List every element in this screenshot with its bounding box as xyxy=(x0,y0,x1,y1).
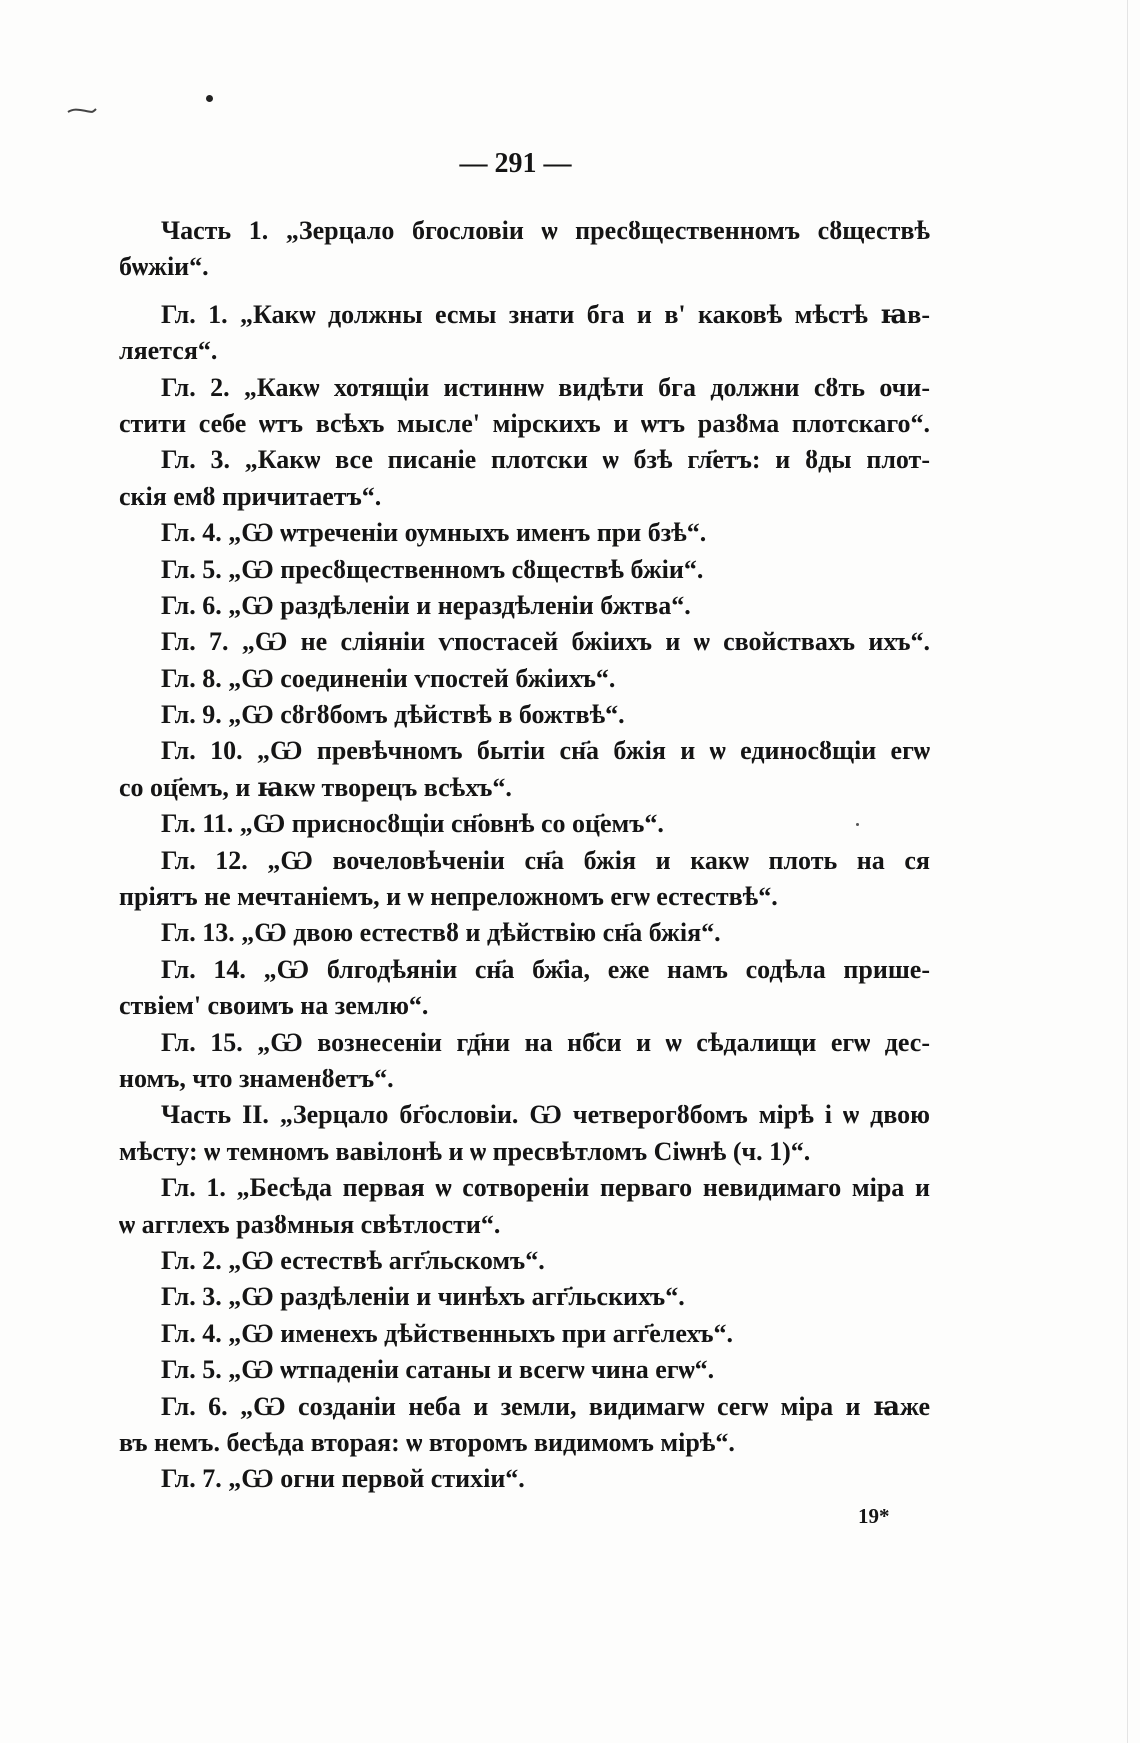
scan-speck xyxy=(206,95,213,102)
chapter-entry xyxy=(119,515,930,551)
entry-line: Гл. 8. „Ѡ соединеніи ѵпостей бжіихъ“. xyxy=(161,663,616,693)
chapter-entry xyxy=(119,552,930,588)
entry-line: въ немъ. бесѣда вторая: ѡ второмъ видимомъ мірѣ“. xyxy=(119,1427,735,1457)
entry-line: Гл. 15. „Ѡ вознесеніи гд҃ни на нб҃си и ѡ сѣдалищи егѡ дес- xyxy=(161,1027,930,1057)
scan-edge-line xyxy=(1127,0,1128,1743)
entry-line: Гл. 10. „Ѡ превѣчномъ бытіи сн҃а бжія и ѡ единосȣщіи егѡ xyxy=(161,736,930,766)
chapter-entry xyxy=(119,952,930,1025)
entry-line: Гл. 14. „Ѡ блгодѣяніи сн҃а бж҃іа, еже намъ содѣла прише- xyxy=(161,954,930,984)
entry-line: Гл. 7. „Ѡ огни первой стихіи“. xyxy=(161,1464,525,1494)
entry-line: скія емȣ причитаетъ“. xyxy=(119,481,382,511)
entry-line: стити себе ѡтъ всѣхъ мысле' мірскихъ и ѡтъ разȣма плотскаго“. xyxy=(119,408,930,438)
entry-line: Гл. 11. „Ѡ присносȣщіи сн҃овнѣ со оц҃емъ“. xyxy=(161,809,664,839)
entry-line: Гл. 6. „Ѡ раздѣленіи и нераздѣленіи бжтва“. xyxy=(161,590,691,620)
chapter-entry xyxy=(119,1025,930,1098)
entry-line: Гл. 7. „Ѡ не сліяніи ѵпостасей бжіихъ и ѡ свойствахъ ихъ“. xyxy=(161,627,930,657)
part-entry xyxy=(119,1097,930,1170)
part-entry xyxy=(119,213,930,286)
entry-line: номъ, что знаменȣетъ“. xyxy=(119,1063,394,1093)
chapter-entry xyxy=(119,1389,930,1462)
signature-mark: 19* xyxy=(858,1504,890,1528)
entry-line: Гл. 1. „Какѡ должны есмы знати бга и в' каковѣ мѣстѣ ꙗв- xyxy=(161,299,930,329)
chapter-entry xyxy=(119,1316,930,1352)
page-number: — 291 — xyxy=(459,148,572,179)
chapter-entry xyxy=(119,806,930,842)
entry-line: Гл. 9. „Ѡ сȣгȣбомъ дѣйствѣ в божтвѣ“. xyxy=(161,700,625,730)
entry-line: Гл. 1. „Бесѣда первая ѡ сотвореніи перваго невидимаго міра и xyxy=(161,1173,930,1203)
scan-speck xyxy=(66,104,98,116)
chapter-entry xyxy=(119,1279,930,1315)
chapter-entry xyxy=(119,843,930,916)
entry-line: Гл. 3. „Какѡ все писаніе плотски ѡ бзѣ гл҃етъ: и ȣды плот- xyxy=(161,445,930,475)
entry-line: бѡжіи“. xyxy=(119,252,209,282)
entry-line: ляется“. xyxy=(119,336,218,366)
chapter-entry xyxy=(119,442,930,515)
chapter-entry xyxy=(119,915,930,951)
entry-line: Гл. 12. „Ѡ вочеловѣченіи сн҃а бжія и какѡ плоть на ся xyxy=(161,845,930,875)
entry-line: Гл. 4. „Ѡ ѡтреченіи оумныхъ именъ при бзѣ“. xyxy=(161,518,707,548)
entry-line: Гл. 2. „Какѡ хотящіи истиннѡ видѣти бга должни сȣть очи- xyxy=(161,372,930,402)
chapter-entry xyxy=(119,588,930,624)
chapter-entry xyxy=(119,661,930,697)
entry-line: Гл. 4. „Ѡ именехъ дѣйственныхъ при агг҃елехъ“. xyxy=(161,1318,734,1348)
entry-line: Гл. 13. „Ѡ двою естествȣ и дѣйствію сн҃а бжія“. xyxy=(161,918,721,948)
chapter-entry xyxy=(119,1352,930,1388)
chapter-entry xyxy=(119,297,930,370)
chapter-entry xyxy=(119,1243,930,1279)
entry-line: Гл. 5. „Ѡ ѡтпаденіи сатаны и всегѡ чина егѡ“. xyxy=(161,1355,715,1385)
chapter-entry xyxy=(119,697,930,733)
entry-line: ѡ агглехъ разȣмныя свѣтлости“. xyxy=(119,1209,501,1239)
entry-line: Часть 1. „Зерцало бгословіи ѡ пресȣщественномъ сȣществѣ xyxy=(161,216,930,245)
entry-line: пріятъ не мечтаніемъ, и ѡ непреложномъ егѡ естествѣ“. xyxy=(119,882,778,912)
entry-line: мѣсту: ѡ темномъ вавілонѣ и ѡ пресвѣтломъ Сіѡнѣ (ч. 1)“. xyxy=(119,1136,811,1166)
entry-line: Часть II. „Зерцало бг҃ословіи. Ѡ четверогȣбомъ мірѣ і ѡ двою xyxy=(161,1100,930,1130)
chapter-entry xyxy=(119,370,930,443)
chapter-entry xyxy=(119,1170,930,1243)
chapter-entry xyxy=(119,624,930,660)
entry-line: со оц҃емъ, и ꙗкѡ творецъ всѣхъ“. xyxy=(119,772,512,802)
chapter-entry xyxy=(119,1461,930,1497)
chapter-entry xyxy=(119,733,930,806)
entry-line: ствіем' своимъ на землю“. xyxy=(119,991,429,1021)
entry-line: Гл. 6. „Ѡ созданіи неба и земли, видимагѡ сегѡ міра и ꙗже xyxy=(161,1391,930,1421)
entry-line: Гл. 5. „Ѡ пресȣщественномъ сȣществѣ бжіи“. xyxy=(161,554,704,584)
entry-line: Гл. 3. „Ѡ раздѣленіи и чинѣхъ агг҃льскихъ“. xyxy=(161,1282,685,1312)
entry-line: Гл. 2. „Ѡ естествѣ агг҃льскомъ“. xyxy=(161,1245,545,1275)
table-of-contents xyxy=(119,213,930,1498)
